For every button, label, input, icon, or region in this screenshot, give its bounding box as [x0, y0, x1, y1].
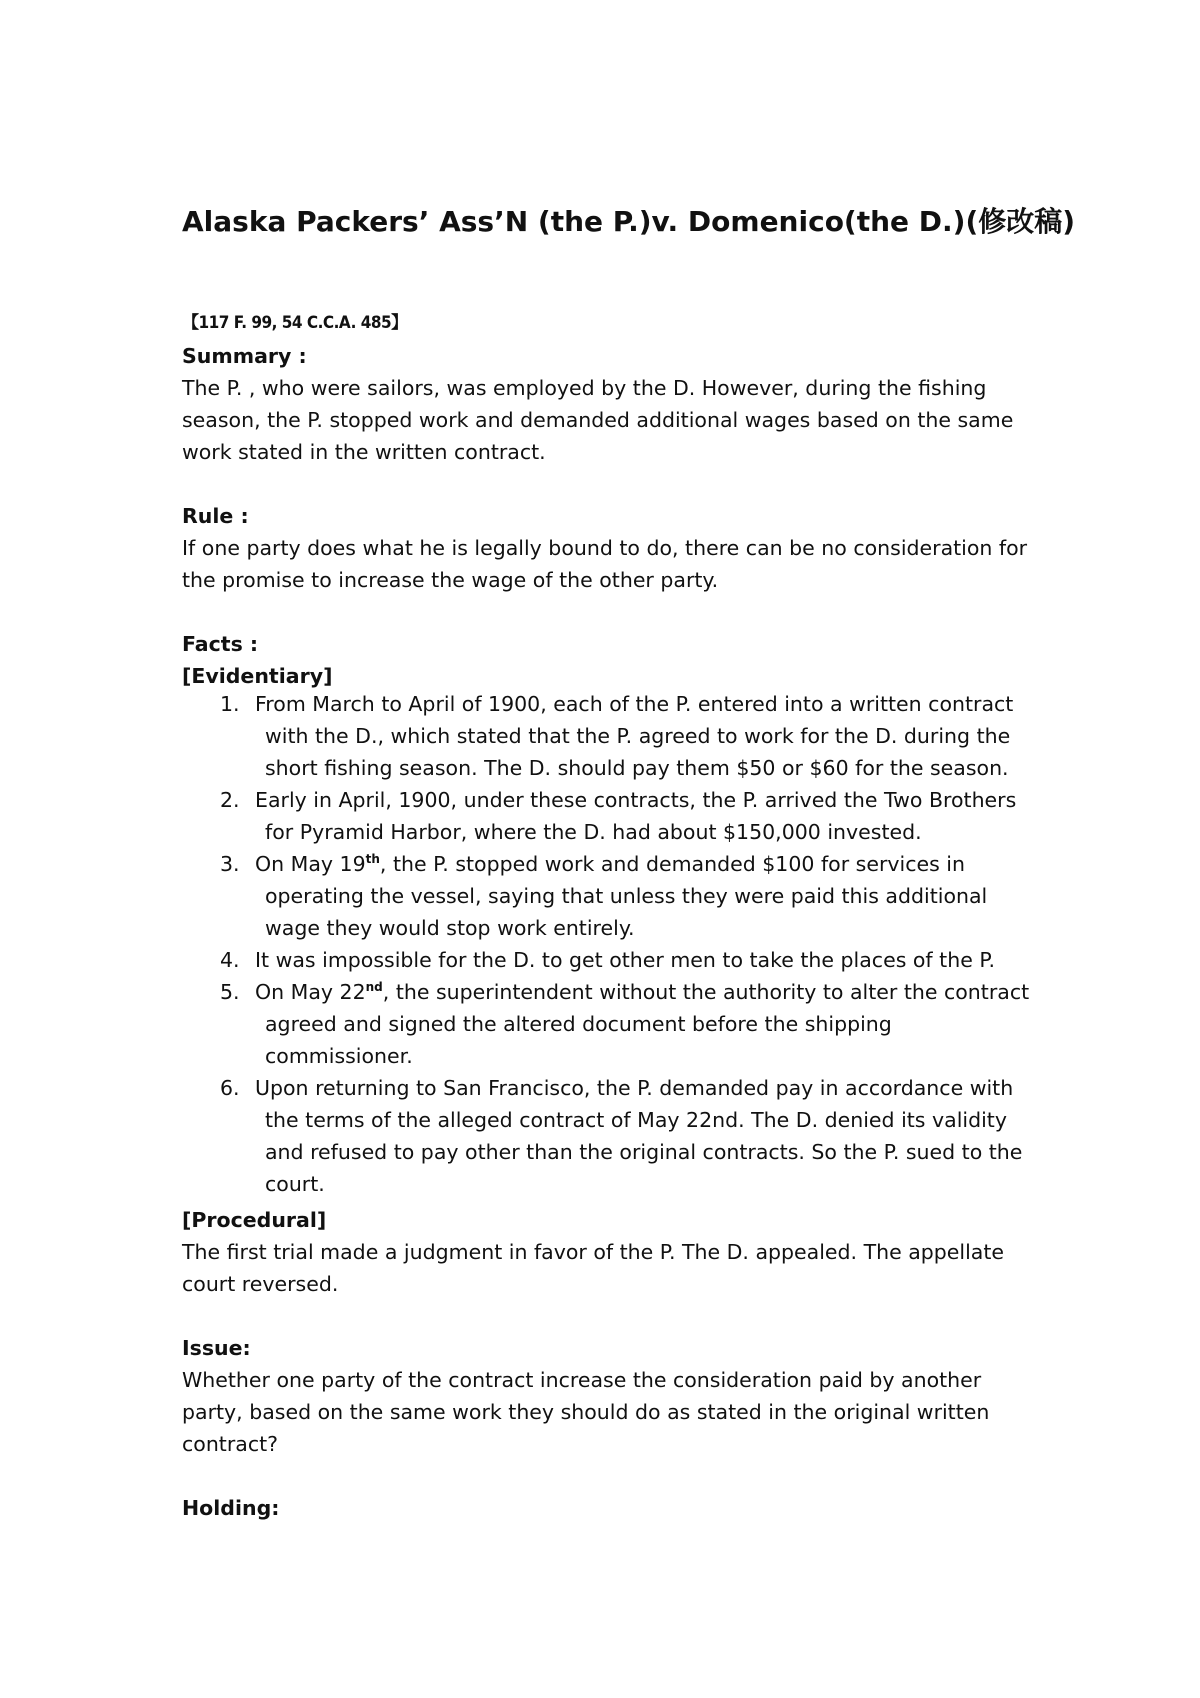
- document-title: Alaska Packers’ Ass’N (the P.)v. Domenico(the D.)(修改稿): [182, 205, 1076, 238]
- fact-text-main: On May 22: [255, 980, 366, 1004]
- fact-text-continued: , the superintendent without the authority to alter the contract agreed and signed the altered document before the shipping commissioner.: [265, 980, 1030, 1068]
- fact-number: 6.: [220, 1076, 240, 1100]
- procedural-text: The first trial made a judgment in favor of the P. The D. appealed. The appellate court reversed.: [182, 1240, 1005, 1296]
- rule-text: If one party does what he is legally bound to do, there can be no consideration for the promise to increase the wage of the other party.: [182, 536, 1028, 592]
- ordinal-suffix: nd: [365, 980, 383, 995]
- fact-number: 1.: [220, 692, 240, 716]
- fact-text-main: Early in April, 1900, under these contracts, the P. arrived the Two Brothers for Pyramid Harbor, where the D. had about $150,000 invested.: [255, 788, 1017, 844]
- fact-text: [255, 944, 1042, 976]
- case-citation: 【117 F. 99, 54 C.C.A. 485】: [182, 313, 408, 333]
- fact-number: 3.: [220, 852, 240, 876]
- facts-heading: Facts :: [182, 632, 259, 656]
- fact-item: [182, 784, 1042, 848]
- ordinal-suffix: th: [365, 852, 380, 867]
- fact-number: 5.: [220, 980, 240, 1004]
- summary-heading: Summary :: [182, 344, 307, 368]
- issue-text: Whether one party of the contract increase the consideration paid by another party, based on the same work they should do as stated in the original written contract?: [182, 1368, 990, 1456]
- holding-heading: Holding:: [182, 1496, 280, 1520]
- fact-text-main: On May 19: [255, 852, 366, 876]
- procedural-heading: [Procedural]: [182, 1208, 327, 1232]
- summary-text: The P. , who were sailors, was employed by the D. However, during the fishing season, the P. stopped work and demanded additional wages based on the same work stated in the written contract.: [182, 376, 1014, 464]
- fact-text: [255, 784, 1042, 848]
- fact-text-main: From March to April of 1900, each of the P. entered into a written contract with the D., which stated that the P. agreed to work for the D. during the short fishing season. The D. should pay them $50 or $60 for the season.: [255, 692, 1014, 780]
- evidentiary-heading: [Evidentiary]: [182, 664, 333, 688]
- issue-heading: Issue:: [182, 1336, 251, 1360]
- fact-item: [182, 848, 1042, 944]
- fact-text: [255, 848, 1042, 944]
- fact-text-main: Upon returning to San Francisco, the P. demanded pay in accordance with the terms of the alleged contract of May 22nd. The D. denied its validity and refused to pay other than the original contracts. So the P. sued to the court.: [255, 1076, 1023, 1196]
- fact-text: [255, 976, 1042, 1072]
- facts-list: [182, 688, 1042, 1200]
- fact-text-main: It was impossible for the D. to get other men to take the places of the P.: [255, 948, 996, 972]
- fact-item: [182, 688, 1042, 784]
- fact-number: 4.: [220, 948, 240, 972]
- fact-text-continued: , the P. stopped work and demanded $100 for services in operating the vessel, saying that unless they were paid this additional wage they would stop work entirely.: [265, 852, 988, 940]
- fact-number: 2.: [220, 788, 240, 812]
- fact-item: [182, 944, 1042, 976]
- fact-text: [255, 688, 1042, 784]
- fact-item: [182, 1072, 1042, 1200]
- rule-heading: Rule :: [182, 504, 249, 528]
- fact-text: [255, 1072, 1042, 1200]
- fact-item: [182, 976, 1042, 1072]
